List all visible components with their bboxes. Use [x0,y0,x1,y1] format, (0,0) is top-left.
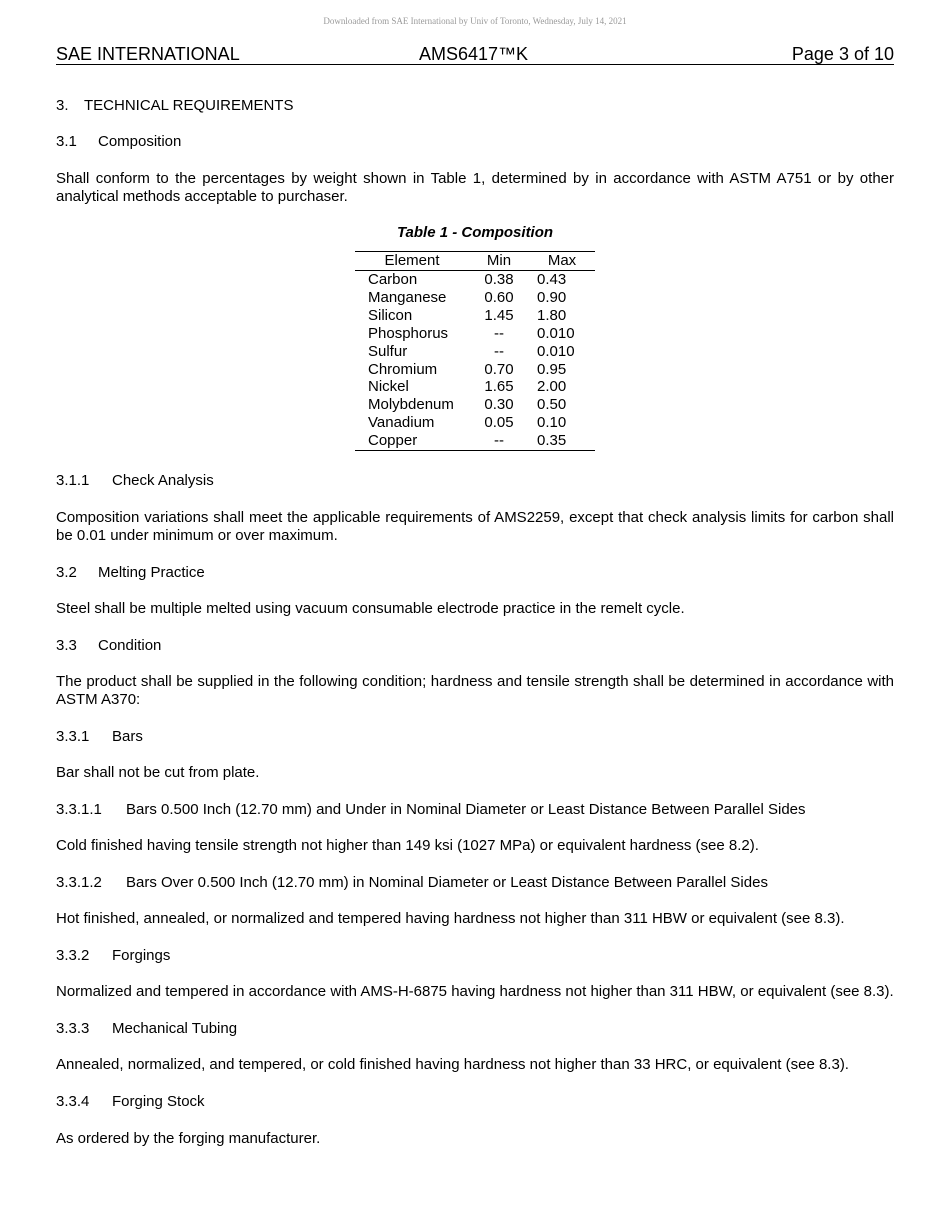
table-row [355,289,595,307]
section-3-3-1-1-heading [56,801,894,819]
min-cell: 0.30 [484,396,514,414]
min-cell: -- [494,324,504,342]
section-3-3-3-body: Annealed, normalized, and tempered, or cold finished having hardness not higher than 33 HRC, or equivalent (see 8.3). [56,1056,849,1074]
section-3-3-1-body: Bar shall not be cut from plate. [56,764,260,782]
section-3-3-2-body: Normalized and tempered in accordance with AMS-H-6875 having hardness not higher than 311 HBW, or equivalent (see 8.3). [56,983,894,1001]
section-title: TECHNICAL REQUIREMENTS [84,97,294,114]
min-cell: 1.45 [484,306,514,324]
header-organization: SAE INTERNATIONAL [56,44,240,64]
section-3-3-1-1-body: Cold finished having tensile strength not higher than 149 ksi (1027 MPa) or equivalent hardness (see 8.2). [56,837,759,855]
section-title: Check Analysis [112,472,214,490]
section-3-3-1-heading [56,728,894,746]
max-cell: 0.43 [537,271,567,288]
table-row [355,361,595,379]
table-row [355,414,595,432]
element-cell: Manganese [368,288,447,306]
max-cell: 0.90 [537,288,567,306]
section-number: 3.3 [56,637,77,655]
min-cell: -- [494,432,504,450]
element-cell: Vanadium [368,414,435,432]
section-3-3-4-body: As ordered by the forging manufacturer. [56,1130,321,1148]
element-cell: Chromium [368,360,438,378]
table-row [355,378,595,396]
section-title: Bars 0.500 Inch (12.70 mm) and Under in Nominal Diameter or Least Distance Between Parallel Sides [126,801,806,819]
table-row [355,396,595,414]
max-cell: 0.010 [537,324,575,342]
element-cell: Silicon [368,306,413,324]
section-number: 3.1 [56,133,77,150]
min-cell: 1.65 [484,378,514,396]
element-cell: Copper [368,432,418,450]
max-cell: 0.10 [537,414,567,432]
max-cell: 2.00 [537,378,567,396]
element-cell: Carbon [368,271,418,288]
section-3-3-1-2-body: Hot finished, annealed, or normalized and tempered having hardness not higher than 311 HBW or equivalent (see 8.3). [56,910,845,928]
section-number: 3.2 [56,564,77,582]
min-cell: 0.70 [484,360,514,378]
element-cell: Sulfur [368,342,408,360]
section-3-3-1-2-heading [56,874,894,892]
section-number: 3.3.1.2 [56,874,102,892]
section-title: Condition [98,637,162,655]
section-title: Bars [112,728,143,746]
table-row [355,271,595,289]
section-title: Composition [98,133,182,150]
table-row [355,325,595,343]
column-header-min: Min [469,252,529,271]
section-3-1-heading [56,133,894,151]
header-page-number: Page 3 of 10 [791,44,894,64]
document-body [56,97,894,1148]
section-3-1-body: Shall conform to the percentages by weight shown in Table 1, determined by in accordance with ASTM A751 or by other analytical methods acceptable to purchaser. [56,170,894,205]
page-header [56,44,894,65]
section-number: 3.3.2 [56,947,90,965]
section-3-3-3-heading [56,1020,894,1038]
section-3-3-body: The product shall be supplied in the following condition; hardness and tensile strength shall be determined in accordance with ASTM A370: [56,673,894,709]
min-cell: 0.60 [484,288,514,306]
download-watermark: Downloaded from SAE International by Univ of Toronto, Wednesday, July 14, 2021 [323,16,627,26]
max-cell: 0.010 [537,342,575,360]
section-number: 3.3.4 [56,1093,90,1111]
max-cell: 0.35 [537,432,567,450]
section-title: Bars Over 0.500 Inch (12.70 mm) in Nominal Diameter or Least Distance Between Parallel Sides [126,874,768,892]
max-cell: 0.95 [537,360,567,378]
section-3-2-heading [56,564,894,582]
section-title: Mechanical Tubing [112,1020,238,1038]
min-cell: 0.05 [484,414,514,432]
element-cell: Phosphorus [368,324,449,342]
section-title: Forging Stock [112,1093,205,1111]
section-3-1-1-heading [56,472,894,490]
header-document-number: AMS6417™K [419,44,529,64]
section-3-3-2-heading [56,947,894,965]
table-1-caption: Table 1 - Composition [396,224,554,241]
min-cell: 0.38 [484,271,514,288]
section-title: Forgings [112,947,171,965]
section-title: Melting Practice [98,564,205,582]
section-3-3-4-heading [56,1093,894,1111]
max-cell: 1.80 [537,306,567,324]
composition-table [355,251,595,451]
max-cell: 0.50 [537,396,567,414]
section-3-3-heading [56,637,894,655]
section-number: 3.3.1 [56,728,90,746]
section-number: 3.1.1 [56,472,90,490]
section-number: 3.3.1.1 [56,801,102,819]
section-3-heading [56,97,894,115]
element-cell: Nickel [368,378,409,396]
table-row [355,307,595,325]
section-number: 3.3.3 [56,1020,90,1038]
table-row [355,432,595,450]
column-header-element: Element [355,252,469,271]
section-3-1-1-body: Composition variations shall meet the applicable requirements of AMS2259, except that check analysis limits for carbon shall be 0.01 under minimum or over maximum. [56,509,894,545]
section-number: 3. [56,97,69,114]
element-cell: Molybdenum [368,396,454,414]
column-header-max: Max [529,252,595,271]
section-3-2-body: Steel shall be multiple melted using vacuum consumable electrode practice in the remelt cycle. [56,600,685,618]
table-row [355,343,595,361]
min-cell: -- [494,342,504,360]
table-header-row [355,252,595,271]
